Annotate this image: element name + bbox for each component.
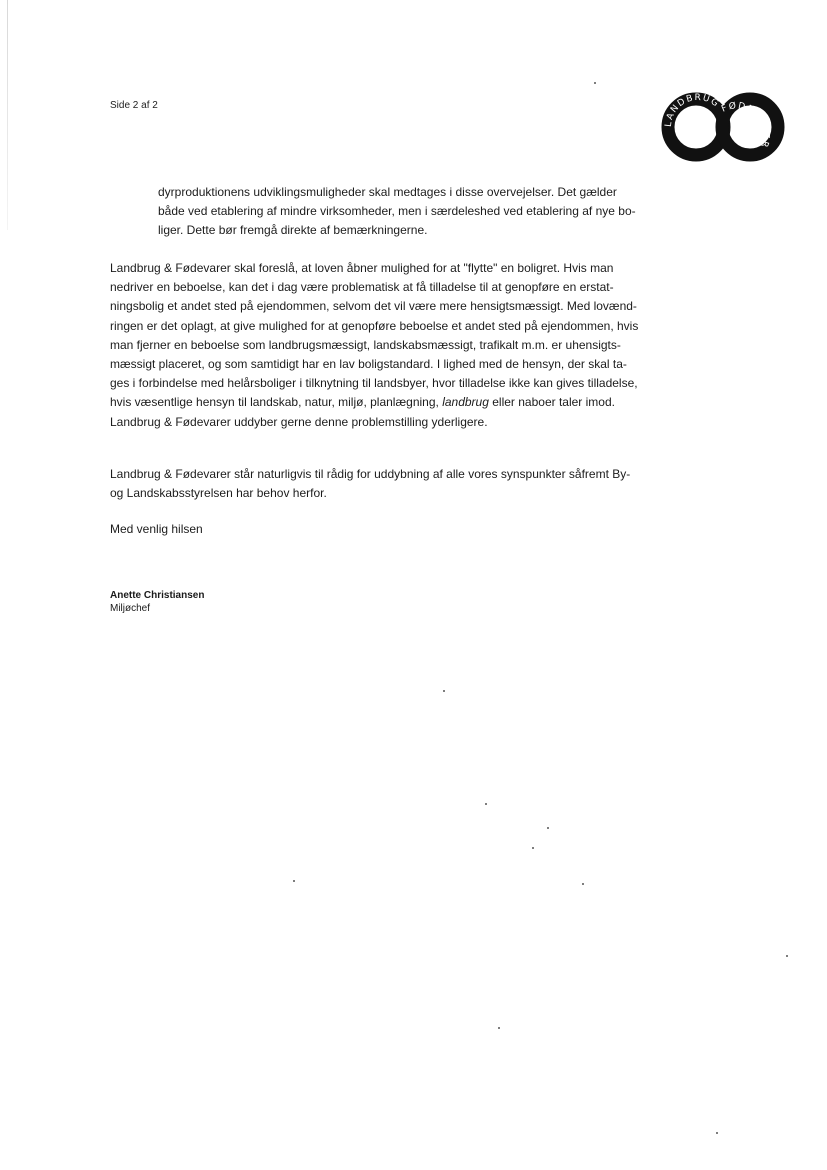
text-line: ges i forbindelse med helårsboliger i tilknytning til landsbyer, hvor tilladelse ikke kan gives tilladelse, (110, 376, 638, 391)
page-number: Side 2 af 2 (110, 100, 158, 111)
text-fragment: eller naboer taler imod. (488, 395, 615, 410)
scan-speck (498, 1027, 500, 1029)
text-line: både ved etablering af mindre virksomheder, men i særdeleshed ved etablering af nye bo- (158, 204, 636, 219)
scan-speck (443, 690, 445, 692)
scan-speck (293, 880, 295, 882)
text-line: og Landskabsstyrelsen har behov herfor. (110, 486, 327, 501)
text-line: ringen er det oplagt, at give mulighed for at genopføre beboelse et andet sted på ejendommen, hvis (110, 318, 639, 333)
italic-word: landbrug (442, 395, 489, 410)
scan-speck (716, 1132, 718, 1134)
text-line: Landbrug & Fødevarer skal foreslå, at loven åbner mulighed for at "flytte" en boligret. Hvis man (110, 261, 614, 275)
signer-title: Miljøchef (110, 603, 151, 614)
scan-speck (786, 955, 788, 957)
logo-right-text: FØDEVARER (720, 101, 771, 150)
scan-speck (485, 803, 487, 805)
logo-left-text: LANDBRUG (663, 92, 722, 128)
text-line (110, 393, 638, 412)
text-line: ningsbolig et andet sted på ejendommen, selvom det vil være mere hensigtsmæssigt. Med lovænd- (110, 299, 637, 314)
text-line: mæssigt placeret, og som samtidigt har en lav boligstandard. I lighed med de hensyn, der skal ta- (110, 357, 627, 372)
closing-salutation: Med venlig hilsen (110, 522, 203, 536)
landbrug-foedevarer-logo (661, 92, 785, 162)
paragraph-3 (110, 465, 638, 503)
scan-speck (547, 827, 549, 829)
paragraph-1 (158, 183, 642, 241)
text-line: liger. Dette bør fremgå direkte af bemærkningerne. (158, 223, 428, 238)
text-line: man fjerner en beboelse som landbrugsmæssigt, landskabsmæssigt, trafikalt m.m. er uhensigts- (110, 337, 621, 352)
signer-name: Anette Christiansen (110, 590, 205, 601)
text-fragment: hvis væsentlige hensyn til landskab, natur, miljø, planlægning, (110, 395, 443, 410)
paragraph-2 (110, 259, 638, 432)
scan-speck (594, 82, 596, 84)
text-line: nedriver en beboelse, kan det i dag være problematisk at få tilladelse til at genopføre en erstat- (110, 280, 614, 295)
text-line: dyrproduktionens udviklingsmuligheder skal medtages i disse overvejelser. Det gælder (158, 185, 617, 199)
scan-speck (532, 847, 534, 849)
scan-edge-mark (7, 0, 8, 230)
text-line: Landbrug & Fødevarer står naturligvis til rådig for uddybning af alle vores synspunkter såfremt By- (110, 467, 631, 481)
text-line: Landbrug & Fødevarer uddyber gerne denne problemstilling yderligere. (110, 414, 488, 429)
scan-speck (582, 883, 584, 885)
